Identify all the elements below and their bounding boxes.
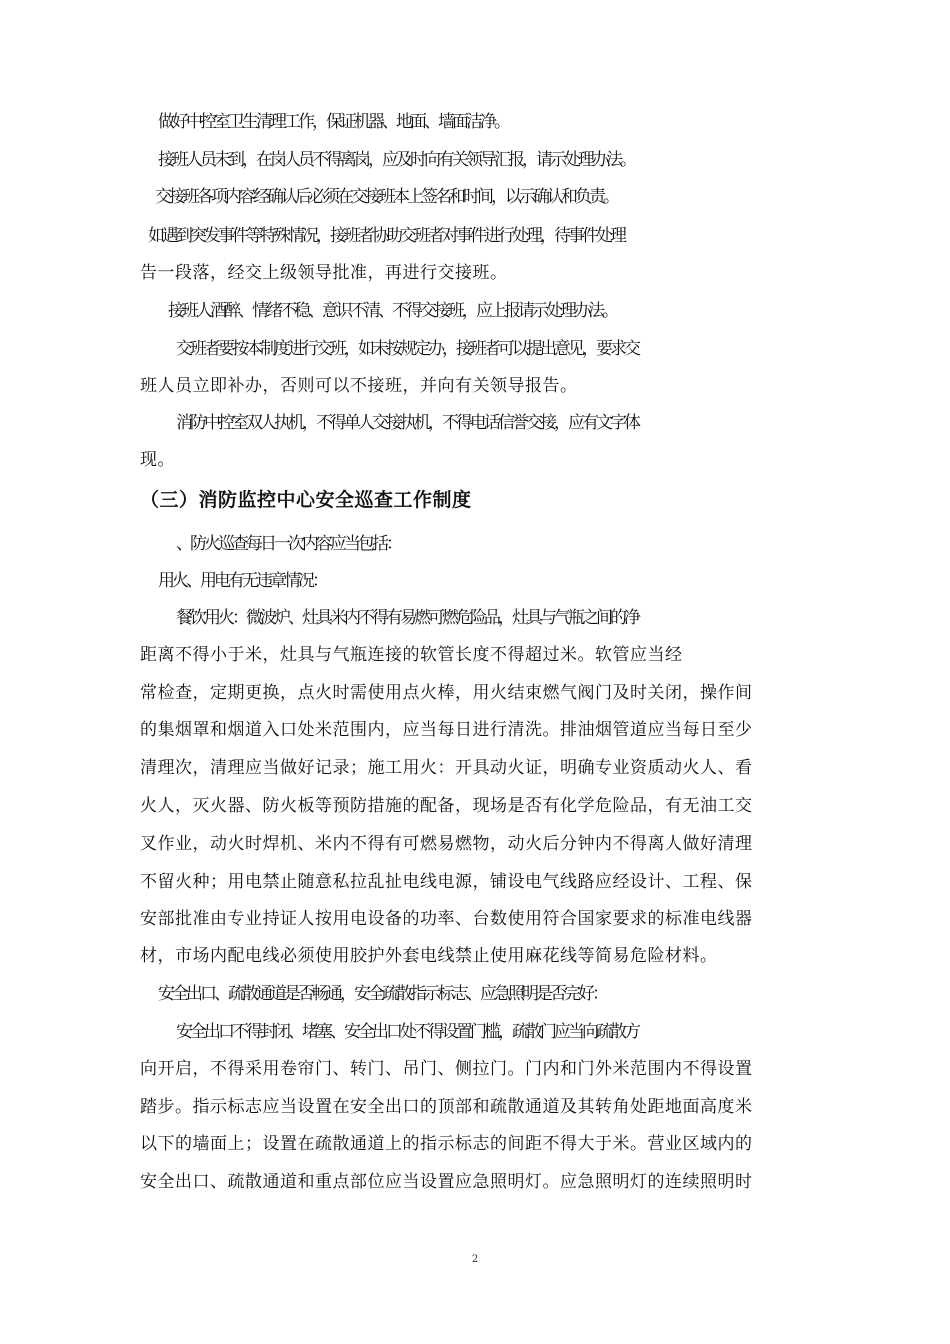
paragraph-line: 向开启，不得采用卷帘门、转门、吊门、侧拉门。门内和门外米范围内不得设置: [140, 1059, 753, 1079]
paragraph-line: 材，市场内配电线必须使用胶护外套电线禁止使用麻花线等简易危险材料。: [140, 946, 718, 966]
paragraph-line: 清理次，清理应当做好记录；施工用火：开具动火证，明确专业资质动火人、看: [140, 758, 753, 778]
paragraph-line: 安全出口、疏散通道和重点部位应当设置应急照明灯。应急照明灯的连续照明时: [140, 1172, 753, 1192]
paragraph-line: 做好中控室卫生清理工作，保证机器、地面、墙面洁净。: [158, 112, 508, 132]
section-heading: （三）消防监控中心安全巡查工作制度: [140, 489, 472, 511]
paragraph-line: 叉作业，动火时焊机、米内不得有可燃易燃物，动火后分钟内不得离人做好清理: [140, 834, 753, 854]
paragraph-line: 踏步。指示标志应当设置在安全出口的顶部和疏散通道及其转角处距地面高度米: [140, 1097, 753, 1117]
paragraph-line: 消防中控室双人执机，不得单人交接执机，不得电话信誉交接，应有文字体: [176, 413, 638, 433]
paragraph-line: 餐饮用火：微波炉、灶具米内不得有易燃可燃危险品，灶具与气瓶之间的净: [176, 608, 638, 628]
paragraph-line: 常检查，定期更换，点火时需使用点火棒，用火结束燃气阀门及时关闭，操作间: [140, 683, 753, 703]
paragraph-line: 、防火巡查每日一次内容应当包括：: [176, 534, 400, 554]
paragraph-line: 安全出口、疏散通道是否畅通，安全疏散指示标志、应急照明是否完好：: [158, 984, 606, 1004]
paragraph-line: 如遇到突发事件等特殊情况，接班者协助交班者对事件进行处理，待事件处理: [148, 226, 624, 246]
paragraph-line: 安部批准由专业持证人按用电设备的功率、台数使用符合国家要求的标准电线器: [140, 909, 753, 929]
paragraph-line: 接班人酒醉、情绪不稳、意识不清、不得交接班，应上报请示处理办法。: [168, 301, 616, 321]
paragraph-line: 告一段落，经交上级领导批准，再进行交接班。: [140, 263, 508, 283]
paragraph-line: 交接班各项内容经确认后必须在交接班本上签名和时间，以示确认和负责。: [155, 187, 617, 207]
paragraph-line: 以下的墙面上；设置在疏散通道上的指示标志的间距不得大于米。营业区域内的: [140, 1134, 753, 1154]
paragraph-line: 火人，灭火器、防火板等预防措施的配备，现场是否有化学危险品，有无油工交: [140, 796, 753, 816]
paragraph-line: 接班人员未到，在岗人员不得离岗，应及时向有关领导汇报，请示处理办法。: [158, 150, 634, 170]
paragraph-line: 交班者要按本制度进行交班，如未按规定办，接班者可以提出意见，要求交: [176, 339, 638, 359]
paragraph-line: 班人员立即补办，否则可以不接班，并向有关领导报告。: [140, 376, 578, 396]
paragraph-line: 不留火种；用电禁止随意私拉乱扯电线电源，铺设电气线路应经设计、工程、保: [140, 872, 753, 892]
paragraph-line: 的集烟罩和烟道入口处米范围内，应当每日进行清洗。排油烟管道应当每日至少: [140, 720, 753, 740]
paragraph-line: 现。: [140, 450, 175, 470]
paragraph-line: 距离不得小于米，灶具与气瓶连接的软管长度不得超过米。软管应当经: [140, 645, 683, 665]
paragraph-line: 安全出口不得封闭、堵塞、安全出口处不得设置门槛，疏散门应当向疏散方: [176, 1022, 638, 1042]
paragraph-line: 用火、用电有无违章情况：: [158, 571, 326, 591]
page-number: 2: [471, 1254, 479, 1265]
